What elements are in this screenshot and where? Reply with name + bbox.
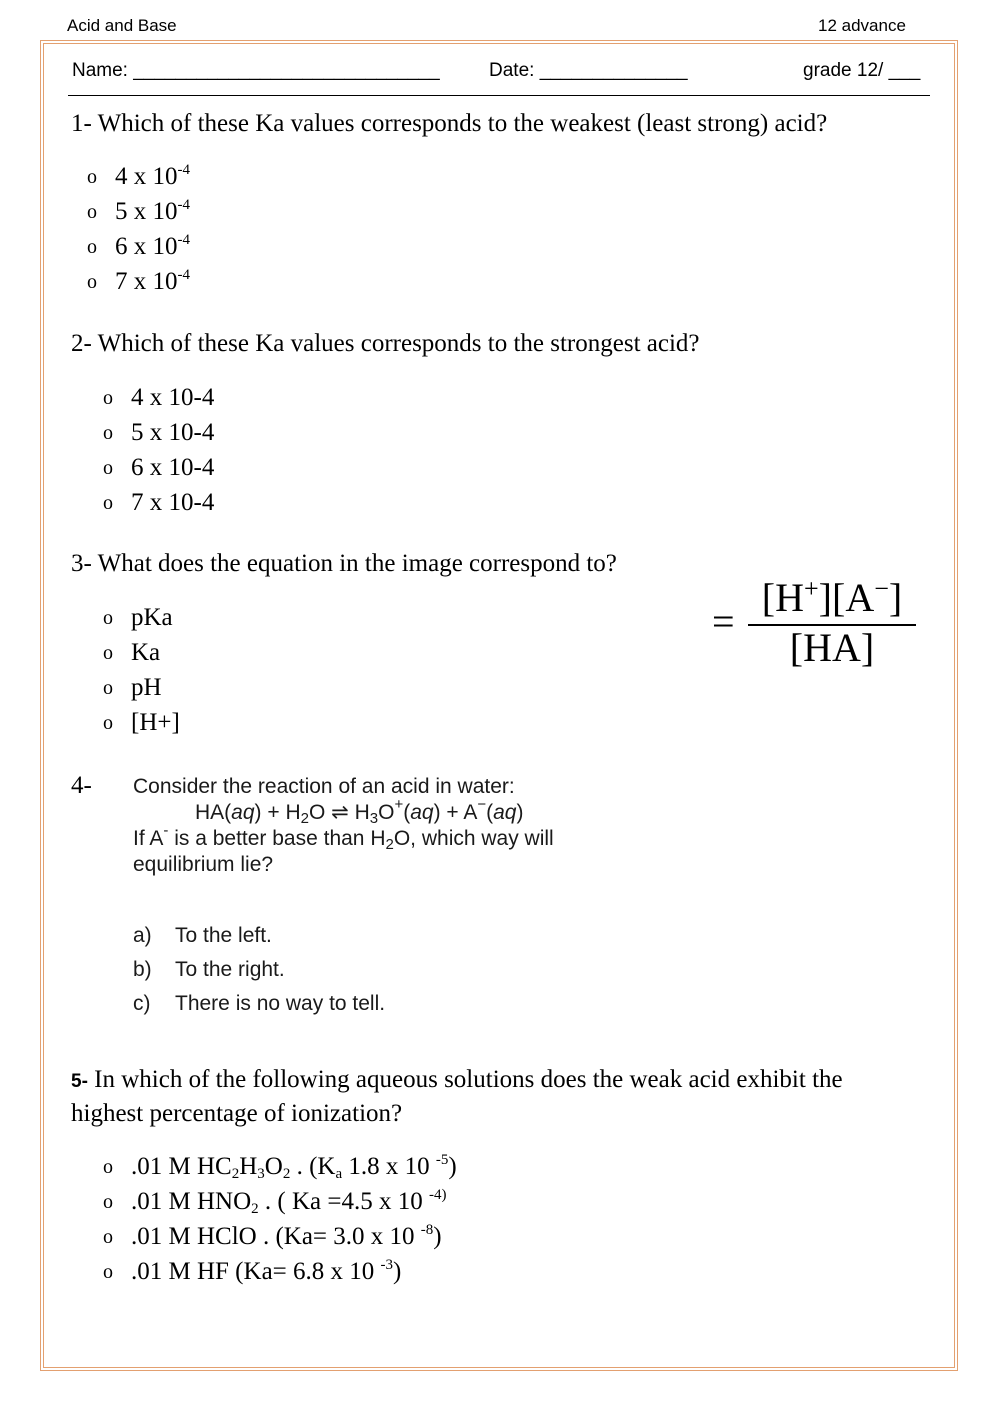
radio-bullet: o [87, 166, 97, 188]
header-divider [68, 95, 930, 96]
question-1: 1- Which of these Ka values corresponds to the weakest (least strong) acid? [71, 110, 828, 137]
radio-bullet: o [103, 1156, 113, 1178]
q4-option-a[interactable]: a) To the left. [133, 924, 272, 947]
q4-option-c[interactable]: c) There is no way to tell. [133, 992, 386, 1015]
radio-bullet: o [103, 422, 113, 444]
name-field[interactable]: Name: _____________________________ [72, 60, 440, 81]
q4-prompt-line-4: equilibrium lie? [133, 853, 274, 876]
radio-bullet: o [103, 1261, 113, 1283]
radio-bullet: o [103, 1226, 113, 1248]
q5-option-3[interactable]: o .01 M HClO . (Ka= 3.0 x 10 $^{-8}$) [103, 1220, 457, 1254]
q3-option-1[interactable]: o pKa [103, 601, 180, 635]
radio-bullet: o [103, 712, 113, 734]
q4-prompt-line-3: If A- is a better base than $H_2O$, which way will [133, 822, 554, 853]
q5-options [103, 1150, 457, 1289]
q5-option-2[interactable]: o .01 M $HNO_2$ . ( Ka =4.5 x 10 $^{-4)}$ [103, 1187, 447, 1217]
q1-option-3[interactable]: o 6 x $10^{-4}$ [87, 230, 190, 264]
formula-numerator: [H+][A−] [761, 574, 903, 620]
radio-bullet: o [103, 607, 113, 629]
q1-option-4[interactable]: o 7 x $10^{-4}$ [87, 265, 190, 299]
radio-bullet: o [103, 677, 113, 699]
q4-option-b[interactable]: b) To the right. [133, 958, 285, 981]
radio-bullet: o [103, 642, 113, 664]
equilibrium-arrow-icon: ⇌ [331, 801, 349, 824]
q2-option-3[interactable]: o 6 x 10-4 [103, 451, 214, 485]
q5-option-1[interactable]: o .01 M $HC_2H_3O_2$ . ($K_a$ 1.8 x 10 $^{-5}$) [103, 1152, 457, 1182]
grade-field[interactable]: grade 12/ ___ [803, 60, 921, 81]
radio-bullet: o [87, 201, 97, 223]
q1-option-2[interactable]: o 5 x $10^{-4}$ [87, 195, 190, 229]
question-5: 5- In which of the following aqueous solutions does the weak acid exhibit the highest percentage of ionization? [71, 1066, 843, 1127]
level-header: 12 advance [818, 16, 906, 35]
q3-option-4[interactable]: o [H+] [103, 706, 180, 740]
radio-bullet: o [103, 457, 113, 479]
q1-options [87, 160, 190, 299]
q3-options [103, 601, 180, 740]
question-5-number: 5- [71, 1071, 88, 1092]
formula-denominator: [HA] [789, 625, 875, 670]
date-field[interactable]: Date: ______________ [489, 60, 688, 81]
q4-options [133, 919, 385, 1021]
subject-header: Acid and Base [67, 16, 177, 35]
q4-reaction-equation: $HA(aq) + H_2O$ ⇌ $H_3O^+(aq) + A^-(aq)$ [195, 796, 524, 827]
q2-options [103, 381, 214, 520]
q2-option-2[interactable]: o 5 x 10-4 [103, 416, 214, 450]
q3-option-3[interactable]: o pH [103, 671, 180, 705]
q4-prompt-line-1: Consider the reaction of an acid in water: [133, 775, 515, 798]
radio-bullet: o [103, 387, 113, 409]
radio-bullet: o [103, 492, 113, 514]
q1-option-1[interactable]: o 4 x $10^{-4}$ [87, 160, 190, 194]
q3-option-2[interactable]: o Ka [103, 636, 180, 670]
formula-equals: = [712, 599, 735, 644]
q2-option-4[interactable]: o 7 x 10-4 [103, 486, 214, 520]
ka-expression-formula [712, 574, 917, 674]
q2-option-1[interactable]: o 4 x 10-4 [103, 381, 214, 415]
radio-bullet: o [103, 1191, 113, 1213]
radio-bullet: o [87, 271, 97, 293]
question-2: 2- Which of these Ka values corresponds to the strongest acid? [71, 330, 700, 357]
question-4-number: 4- [71, 772, 92, 799]
radio-bullet: o [87, 236, 97, 258]
q5-option-4[interactable]: o .01 M HF (Ka= 6.8 x 10 $^{-3}$) [103, 1255, 457, 1289]
question-3: 3- What does the equation in the image correspond to? [71, 550, 617, 577]
